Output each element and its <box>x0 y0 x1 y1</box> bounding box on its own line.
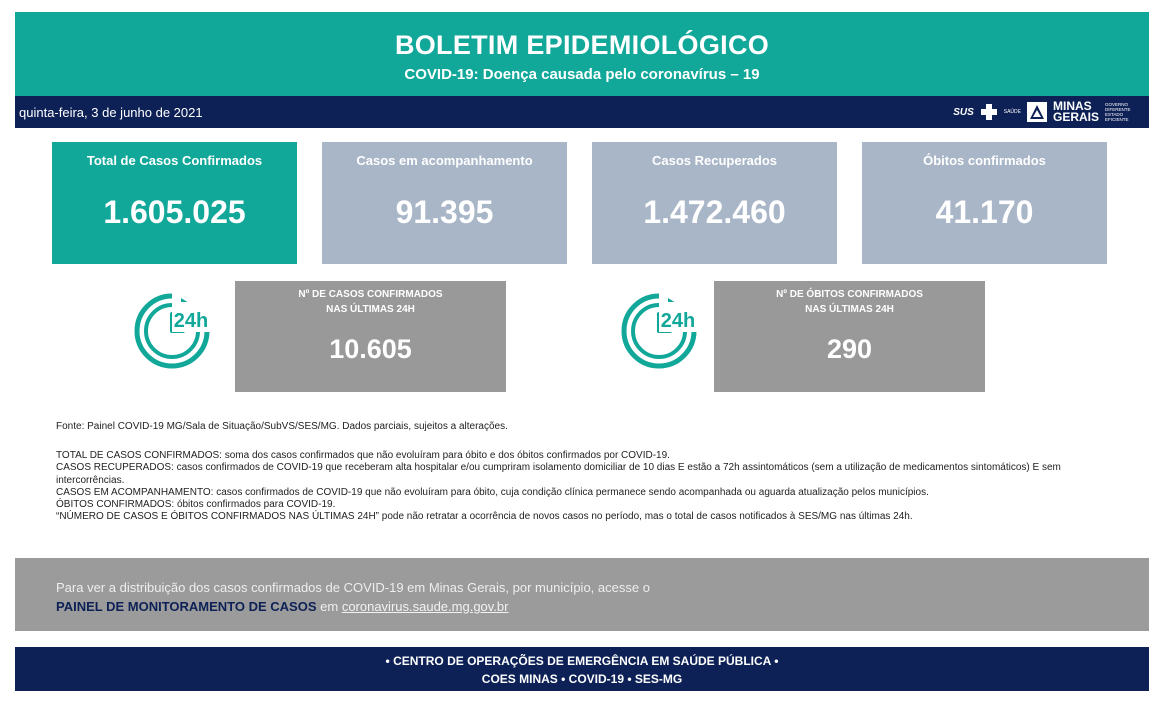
card-total-confirmed <box>52 142 297 264</box>
footer-line-2: COES MINAS • COVID-19 • SES-MG <box>481 672 683 686</box>
clock-24h-icon <box>131 290 213 372</box>
card-value: 91.395 <box>395 194 494 230</box>
card-in-followup <box>322 142 567 264</box>
panel-connector: em <box>316 599 342 614</box>
saude-label: SAÚDE <box>1003 109 1021 115</box>
definition-deaths: ÓBITOS CONFIRMADOS: óbitos confirmados para COVID-19. <box>56 499 336 511</box>
page-subtitle: COVID-19: Doença causada pelo coronavírus – 19 <box>404 66 760 83</box>
definition-24h: “NÚMERO DE CASOS E ÓBITOS CONFIRMADOS NAS ÚLTIMAS 24H” pode não retratar a ocorrência de novos casos no período, mas o total de casos notificados à SES/MG nas últimas 24h. <box>56 511 913 523</box>
sus-logo: SUS <box>953 106 974 118</box>
definition-total: TOTAL DE CASOS CONFIRMADOS: soma dos casos confirmados que não evoluíram para óbito e dos óbitos confirmados por COVID-19. <box>56 450 670 462</box>
card-label: Casos Recuperados <box>652 153 777 168</box>
card-deaths <box>862 142 1107 264</box>
header-banner <box>15 12 1149 96</box>
sus-cross-icon <box>980 103 998 121</box>
clock-label: 24h <box>660 310 696 332</box>
card-value: 41.170 <box>935 194 1034 230</box>
card-label: Total de Casos Confirmados <box>86 153 263 168</box>
clock-24h-icon <box>618 290 700 372</box>
card-label: Óbitos confirmados <box>923 153 1046 168</box>
minas-gerais-logo: MINAS GERAIS <box>1052 99 1099 124</box>
card-recovered <box>592 142 837 264</box>
box-cases-24h <box>235 281 506 392</box>
clock-label: 24h <box>173 310 209 332</box>
panel-url-link[interactable]: coronavirus.saude.mg.gov.br <box>341 599 509 614</box>
page-title: BOLETIM EPIDEMIOLÓGICO <box>394 30 770 60</box>
definition-recovered: CASOS RECUPERADOS: casos confirmados de COVID-19 que receberam alta hospitalar e/ou cumpriram isolamento domiciliar de 10 dias E estão a 72h assintomáticos (sem a utilização de medicamentos sintomáticos) E sem intercorrências. <box>56 462 1061 486</box>
panel-link-label[interactable]: PAINEL DE MONITORAMENTO DE CASOS <box>56 599 317 614</box>
governo-tagline: GOVERNO DIFERENTE ESTADO EFICIENTE <box>1105 102 1131 122</box>
box-value: 290 <box>826 334 873 364</box>
box-label: Nº DE CASOS CONFIRMADOS NAS ÚLTIMAS 24H <box>298 289 443 315</box>
box-label: Nº DE ÓBITOS CONFIRMADOS NAS ÚLTIMAS 24H <box>776 289 923 315</box>
report-date: quinta-feira, 3 de junho de 2021 <box>19 105 203 120</box>
minas-triangle-icon <box>1027 102 1047 122</box>
footer-line-1: • CENTRO DE OPERAÇÕES DE EMERGÊNCIA EM SAÚDE PÚBLICA • <box>385 654 779 668</box>
card-label: Casos em acompanhamento <box>356 153 533 168</box>
card-value: 1.472.460 <box>643 194 786 230</box>
panel-link-line <box>56 599 509 614</box>
notes-section <box>56 421 1096 523</box>
government-logos <box>953 98 1133 126</box>
monitoring-panel-banner <box>15 558 1149 631</box>
box-value: 10.605 <box>329 334 412 364</box>
card-value: 1.605.025 <box>103 194 246 230</box>
panel-text: Para ver a distribuição dos casos confirmados de COVID-19 em Minas Gerais, por município, acesse o <box>56 580 650 595</box>
data-source: Fonte: Painel COVID-19 MG/Sala de Situação/SubVS/SES/MG. Dados parciais, sujeitos a alterações. <box>56 421 508 432</box>
date-bar <box>15 96 1149 128</box>
footer-banner <box>15 647 1149 691</box>
definition-followup: CASOS EM ACOMPANHAMENTO: casos confirmados de COVID-19 que não evoluíram para óbito, cuja condição clínica permanece sendo acompanhada ou aguarda atualização pelos municípios. <box>56 486 929 498</box>
box-deaths-24h <box>714 281 985 392</box>
